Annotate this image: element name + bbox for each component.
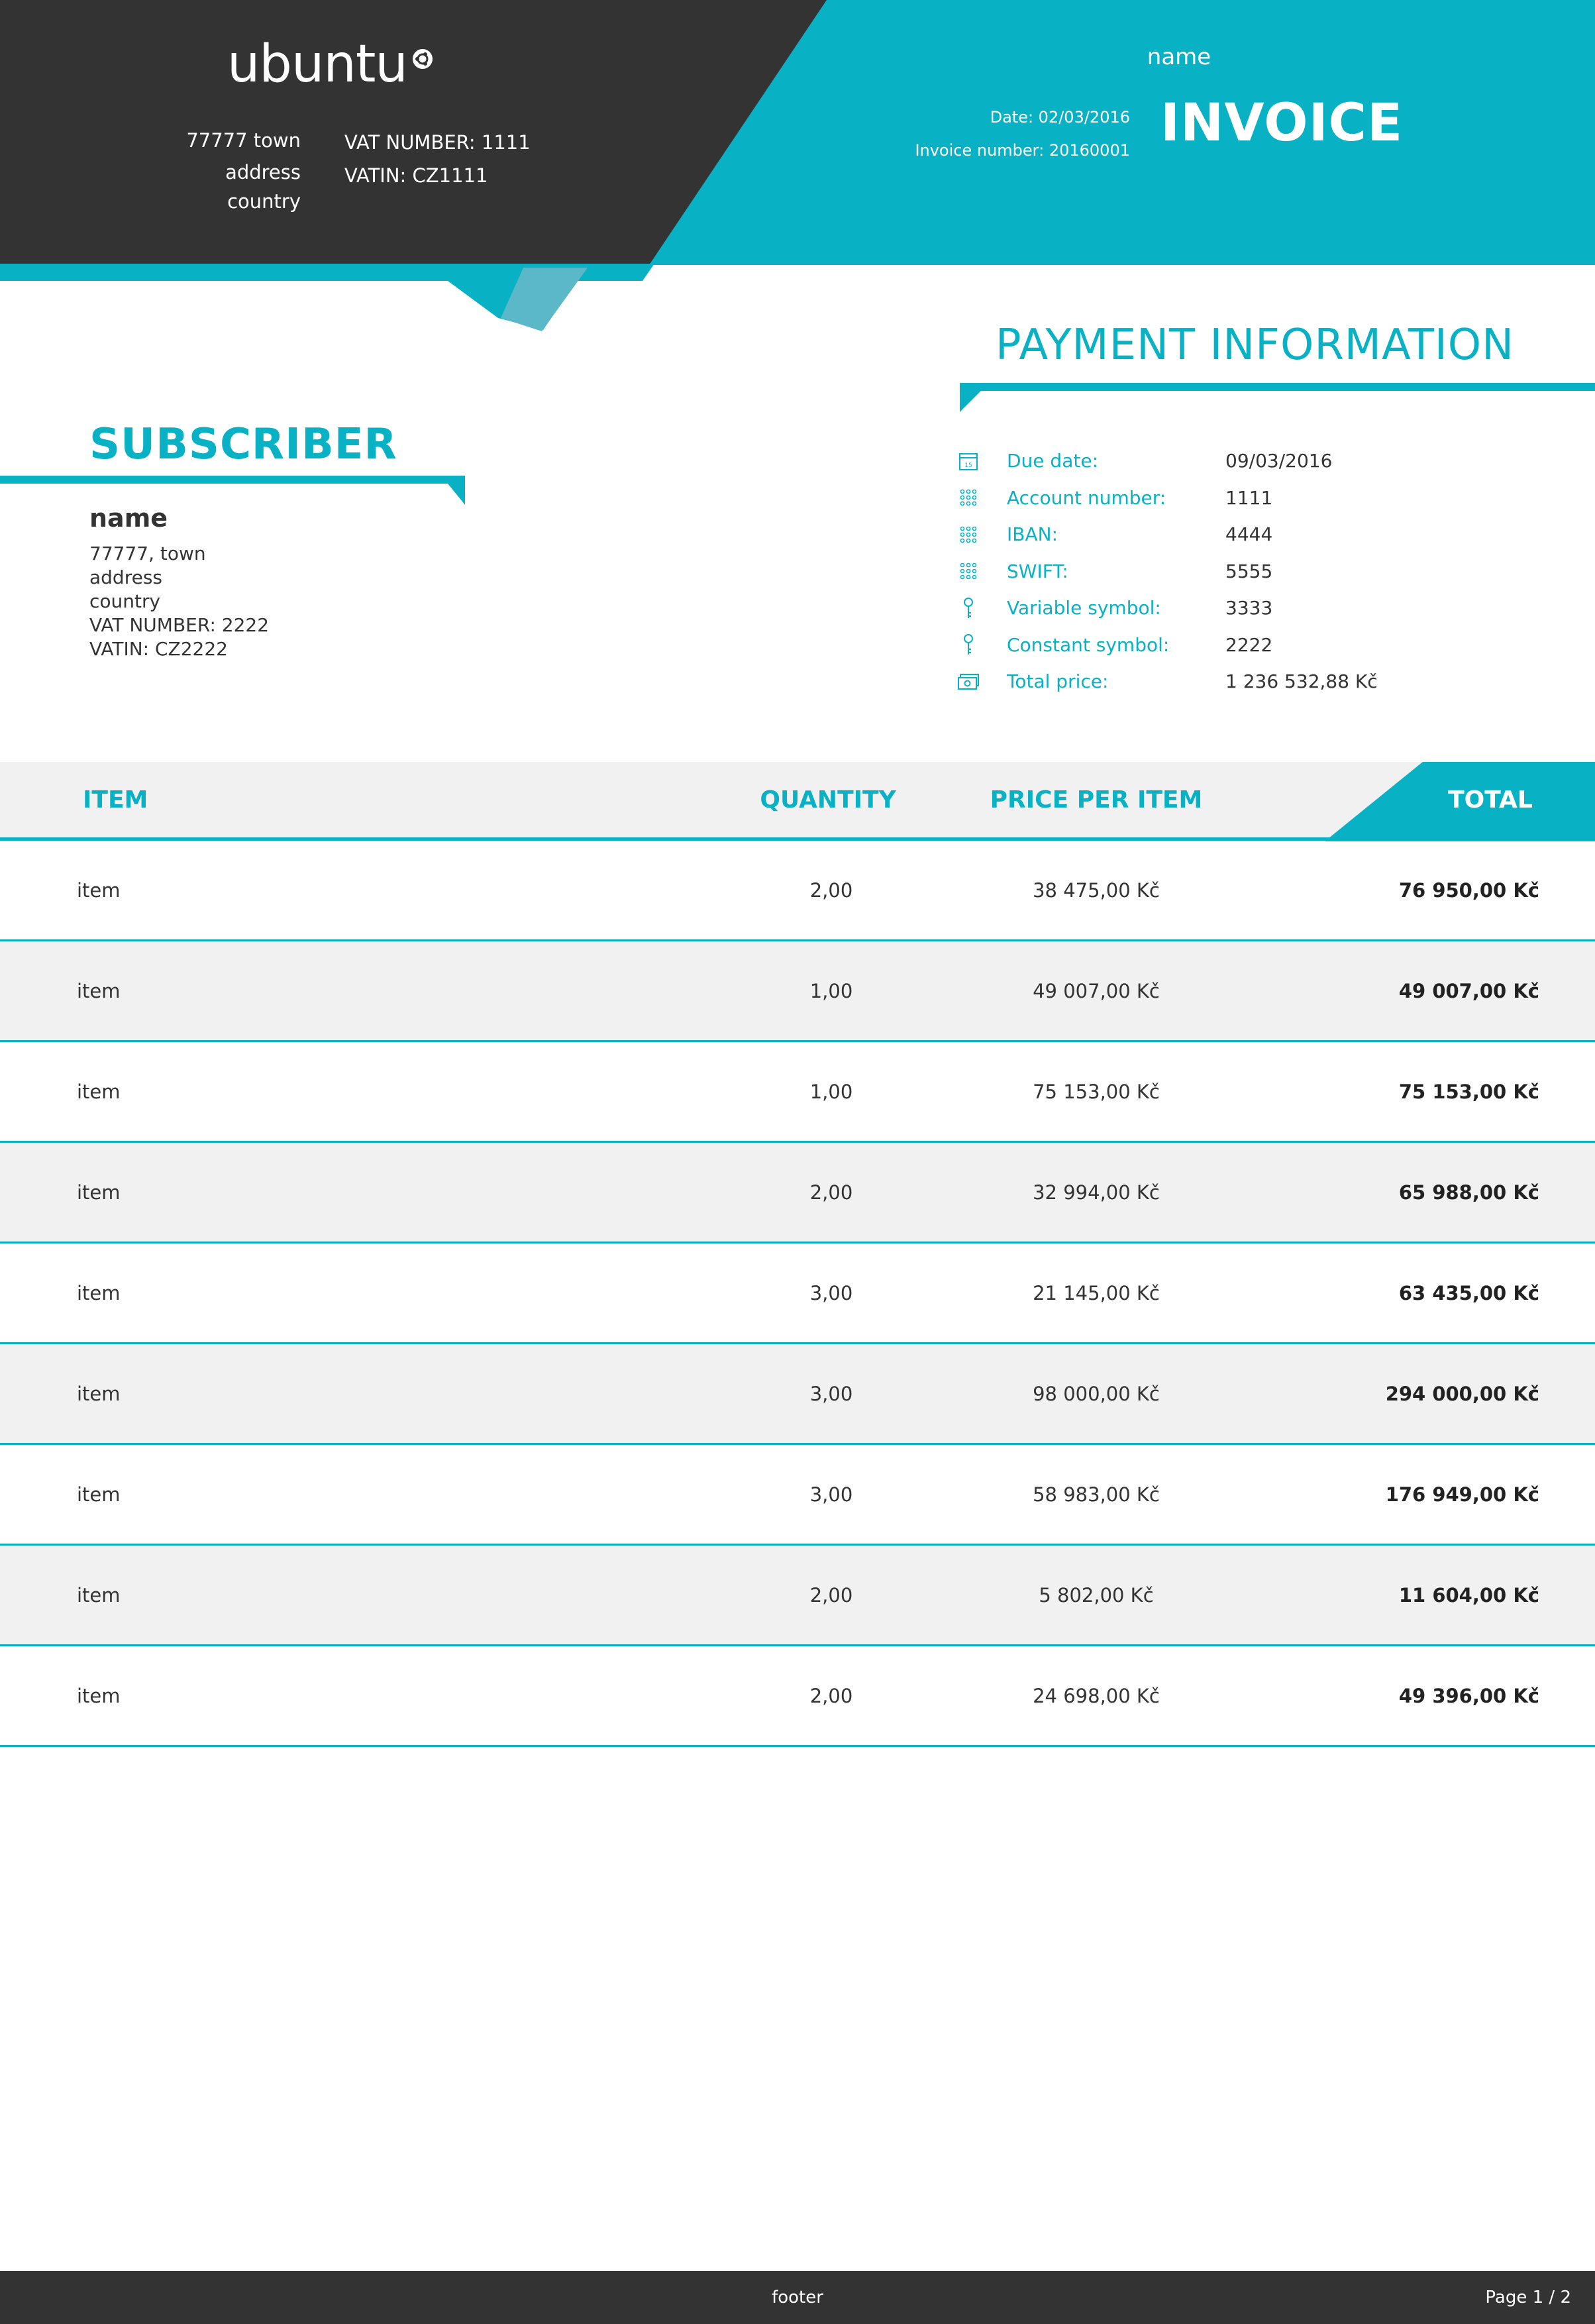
payment-row-variable-symbol — [954, 590, 1431, 627]
cell-quantity: 3,00 — [809, 1382, 853, 1405]
cell-total: 294 000,00 Kč — [1385, 1382, 1539, 1405]
cell-total: 49 396,00 Kč — [1398, 1684, 1539, 1707]
sender-town: 77777 town — [186, 129, 301, 152]
cell-item: item — [77, 979, 121, 1002]
column-header-item: ITEM — [83, 786, 148, 814]
table-row — [0, 1042, 1595, 1143]
payment-row-iban — [954, 516, 1431, 553]
table-row — [0, 841, 1595, 941]
payment-row-account-number — [954, 480, 1431, 517]
table-row — [0, 1646, 1595, 1747]
cell-quantity: 3,00 — [809, 1483, 853, 1506]
sender-vatin: VATIN: CZ1111 — [344, 164, 488, 187]
grid-icon — [954, 523, 983, 546]
logo-text: ubuntu — [227, 34, 407, 94]
subscriber-name: name — [89, 503, 168, 533]
payment-row-swift — [954, 553, 1431, 590]
cell-total: 63 435,00 Kč — [1398, 1281, 1539, 1304]
column-header-price-per-item: PRICE PER ITEM — [990, 786, 1203, 814]
circle-of-friends-icon — [411, 48, 434, 70]
cell-item: item — [77, 1281, 121, 1304]
sender-address-line: address — [225, 161, 301, 184]
invoice-number: Invoice number: 20160001 — [915, 141, 1130, 160]
subscriber-town: 77777, town — [89, 543, 206, 564]
cell-price-per-item: 32 994,00 Kč — [1033, 1181, 1160, 1204]
payment-row-due-date — [954, 443, 1431, 480]
subscriber-details — [89, 542, 269, 661]
payment-value: 1 236 532,88 Kč — [1225, 670, 1378, 693]
cell-total: 49 007,00 Kč — [1398, 979, 1539, 1002]
payment-value: 5555 — [1225, 560, 1273, 582]
cell-item: item — [77, 1684, 121, 1707]
payment-heading-bar — [960, 383, 1595, 413]
payment-row-total-price — [954, 663, 1431, 700]
table-row — [0, 1344, 1595, 1445]
cell-price-per-item: 38 475,00 Kč — [1033, 878, 1160, 902]
cell-quantity: 1,00 — [809, 1080, 853, 1103]
subscriber-heading-bar — [0, 476, 466, 506]
payment-details — [954, 443, 1431, 700]
payment-value: 3333 — [1225, 597, 1273, 619]
payment-row-constant-symbol — [954, 627, 1431, 664]
invoice-date: Date: 02/03/2016 — [990, 108, 1130, 127]
cell-item: item — [77, 1181, 121, 1204]
cell-total: 176 949,00 Kč — [1385, 1483, 1539, 1506]
payment-label: SWIFT: — [1007, 560, 1068, 582]
column-header-total: TOTAL — [1448, 786, 1533, 814]
cell-quantity: 2,00 — [809, 1583, 853, 1607]
payment-value: 09/03/2016 — [1225, 450, 1333, 472]
footer — [0, 2271, 1595, 2324]
cell-item: item — [77, 1483, 121, 1506]
table-row — [0, 941, 1595, 1042]
footer-text: footer — [772, 2288, 823, 2307]
invoice-meta — [861, 101, 1130, 167]
table-row — [0, 1143, 1595, 1243]
cell-total: 76 950,00 Kč — [1398, 878, 1539, 902]
sender-vat-number: VAT NUMBER: 1111 — [344, 131, 531, 154]
cell-price-per-item: 5 802,00 Kč — [1039, 1583, 1154, 1607]
payment-heading: PAYMENT INFORMATION — [996, 321, 1515, 370]
calendar-icon — [954, 450, 983, 472]
subscriber-vatin: VATIN: CZ2222 — [89, 638, 228, 660]
page-number: Page 1 / 2 — [1485, 2288, 1571, 2307]
payment-value: 1111 — [1225, 486, 1273, 509]
subscriber-vat-number: VAT NUMBER: 2222 — [89, 614, 270, 636]
invoice-name: name — [1147, 44, 1211, 70]
subscriber-country: country — [89, 590, 161, 612]
cash-icon — [954, 670, 983, 693]
cell-quantity: 2,00 — [809, 1684, 853, 1707]
ubuntu-logo — [227, 34, 434, 98]
cell-price-per-item: 58 983,00 Kč — [1033, 1483, 1160, 1506]
grid-icon — [954, 486, 983, 509]
cell-price-per-item: 21 145,00 Kč — [1033, 1281, 1160, 1304]
cell-quantity: 2,00 — [809, 878, 853, 902]
payment-label: Total price: — [1007, 670, 1109, 693]
cell-quantity: 1,00 — [809, 979, 853, 1002]
cell-total: 11 604,00 Kč — [1398, 1583, 1539, 1607]
table-row — [0, 1243, 1595, 1344]
key-icon — [954, 597, 983, 619]
subscriber-address: address — [89, 566, 163, 588]
grid-icon — [954, 560, 983, 582]
sender-tax-info — [344, 126, 531, 192]
payment-label: IBAN: — [1007, 523, 1058, 546]
table-row — [0, 1546, 1595, 1646]
cell-price-per-item: 98 000,00 Kč — [1033, 1382, 1160, 1405]
cell-item: item — [77, 1382, 121, 1405]
subscriber-heading: SUBSCRIBER — [89, 420, 397, 469]
cell-price-per-item: 49 007,00 Kč — [1033, 979, 1160, 1002]
svg-text:15: 15 — [964, 462, 972, 469]
table-row — [0, 1445, 1595, 1546]
payment-label: Constant symbol: — [1007, 633, 1170, 656]
cell-quantity: 2,00 — [809, 1181, 853, 1204]
table-body — [0, 841, 1595, 1747]
cell-price-per-item: 75 153,00 Kč — [1033, 1080, 1160, 1103]
cell-total: 65 988,00 Kč — [1398, 1181, 1539, 1204]
sender-address — [132, 126, 301, 216]
invoice-title: INVOICE — [1160, 93, 1404, 153]
cell-item: item — [77, 1583, 121, 1607]
cell-item: item — [77, 1080, 121, 1103]
payment-label: Variable symbol: — [1007, 597, 1161, 619]
cell-total: 75 153,00 Kč — [1398, 1080, 1539, 1103]
cell-quantity: 3,00 — [809, 1281, 853, 1304]
payment-label: Account number: — [1007, 486, 1166, 509]
sender-country: country — [227, 190, 301, 213]
payment-value: 2222 — [1225, 633, 1273, 656]
payment-label: Due date: — [1007, 450, 1099, 472]
cell-price-per-item: 24 698,00 Kč — [1033, 1684, 1160, 1707]
payment-value: 4444 — [1225, 523, 1273, 546]
column-header-quantity: QUANTITY — [760, 786, 896, 814]
key-icon — [954, 633, 983, 656]
cell-item: item — [77, 878, 121, 902]
